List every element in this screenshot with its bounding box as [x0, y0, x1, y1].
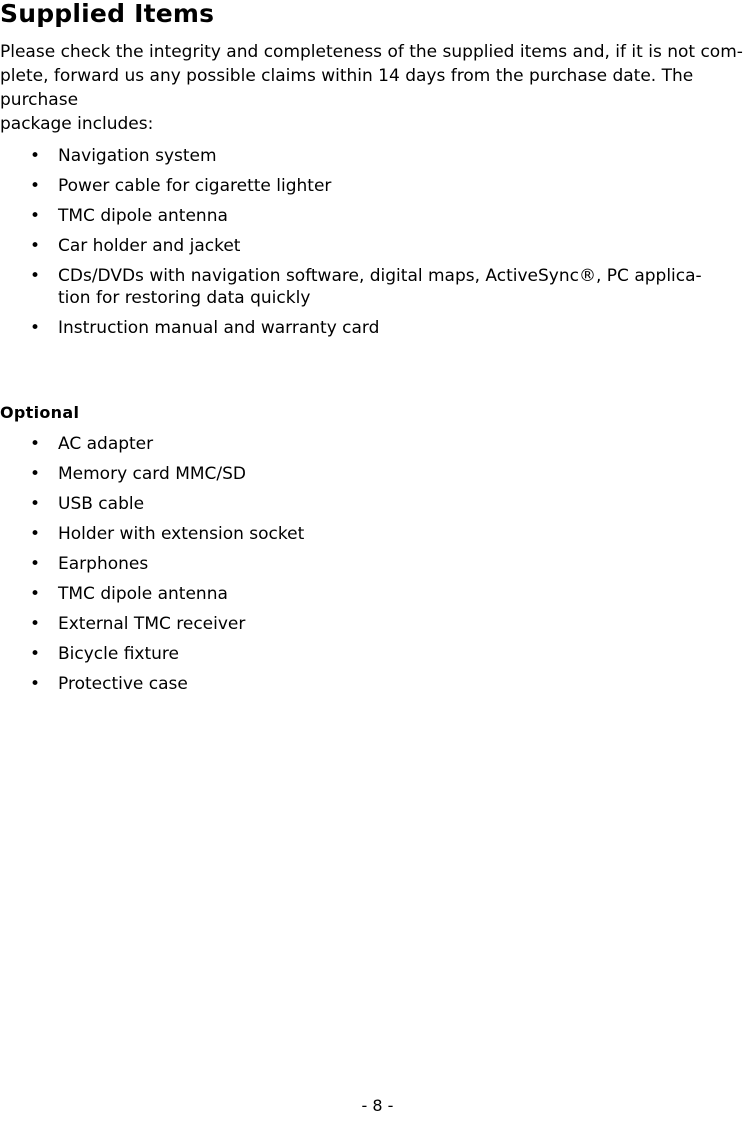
bullet-icon: •	[30, 176, 41, 196]
list-item	[0, 643, 304, 665]
list-item-text: Power cable for cigarette lighter	[58, 176, 332, 196]
list-item	[0, 265, 702, 309]
bullet-icon: •	[30, 206, 41, 226]
list-item-text: Holder with extension socket	[58, 524, 305, 544]
list-item	[0, 463, 304, 485]
bullet-icon: •	[30, 236, 41, 256]
list-item	[0, 583, 304, 605]
supplied-items-list	[0, 145, 702, 347]
bullet-icon: •	[30, 464, 41, 484]
list-item-text: AC adapter	[58, 434, 154, 454]
bullet-icon: •	[30, 494, 41, 514]
page-title: Supplied Items	[0, 0, 215, 28]
intro-paragraph: Please check the integrity and completeness of the supplied items and, if it is not com- plete, forward us any possible claims within 14 days from the purchase date. The purchase package includes:	[0, 42, 743, 134]
bullet-icon: •	[30, 584, 41, 604]
list-item	[0, 205, 702, 227]
list-item-text: TMC dipole antenna	[58, 584, 228, 604]
list-item-text: External TMC receiver	[58, 614, 246, 634]
page-number: - 8 -	[361, 1096, 394, 1115]
list-item-text: CDs/DVDs with navigation software, digital maps, ActiveSync®, PC applica- tion for restoring data quickly	[58, 266, 702, 308]
bullet-icon: •	[30, 524, 41, 544]
list-item-text: Memory card MMC/SD	[58, 464, 247, 484]
list-item	[0, 433, 304, 455]
bullet-icon: •	[30, 674, 41, 694]
list-item	[0, 235, 702, 257]
bullet-icon: •	[30, 146, 41, 166]
optional-items-list	[0, 433, 304, 703]
list-item	[0, 523, 304, 545]
bullet-icon: •	[30, 554, 41, 574]
list-item-text: Bicycle fixture	[58, 644, 180, 664]
list-item-text: USB cable	[58, 494, 145, 514]
list-item	[0, 493, 304, 515]
list-item	[0, 673, 304, 695]
list-item-text: Navigation system	[58, 146, 217, 166]
bullet-icon: •	[30, 434, 41, 454]
list-item-text: TMC dipole antenna	[58, 206, 228, 226]
list-item-text: Protective case	[58, 674, 188, 694]
list-item	[0, 553, 304, 575]
list-item	[0, 613, 304, 635]
list-item	[0, 145, 702, 167]
bullet-icon: •	[30, 266, 41, 286]
bullet-icon: •	[30, 614, 41, 634]
optional-heading: Optional	[0, 403, 80, 422]
list-item	[0, 175, 702, 197]
list-item-text: Instruction manual and warranty card	[58, 318, 380, 338]
list-item-text: Earphones	[58, 554, 149, 574]
list-item	[0, 317, 702, 339]
bullet-icon: •	[30, 644, 41, 664]
list-item-text: Car holder and jacket	[58, 236, 241, 256]
bullet-icon: •	[30, 318, 41, 338]
